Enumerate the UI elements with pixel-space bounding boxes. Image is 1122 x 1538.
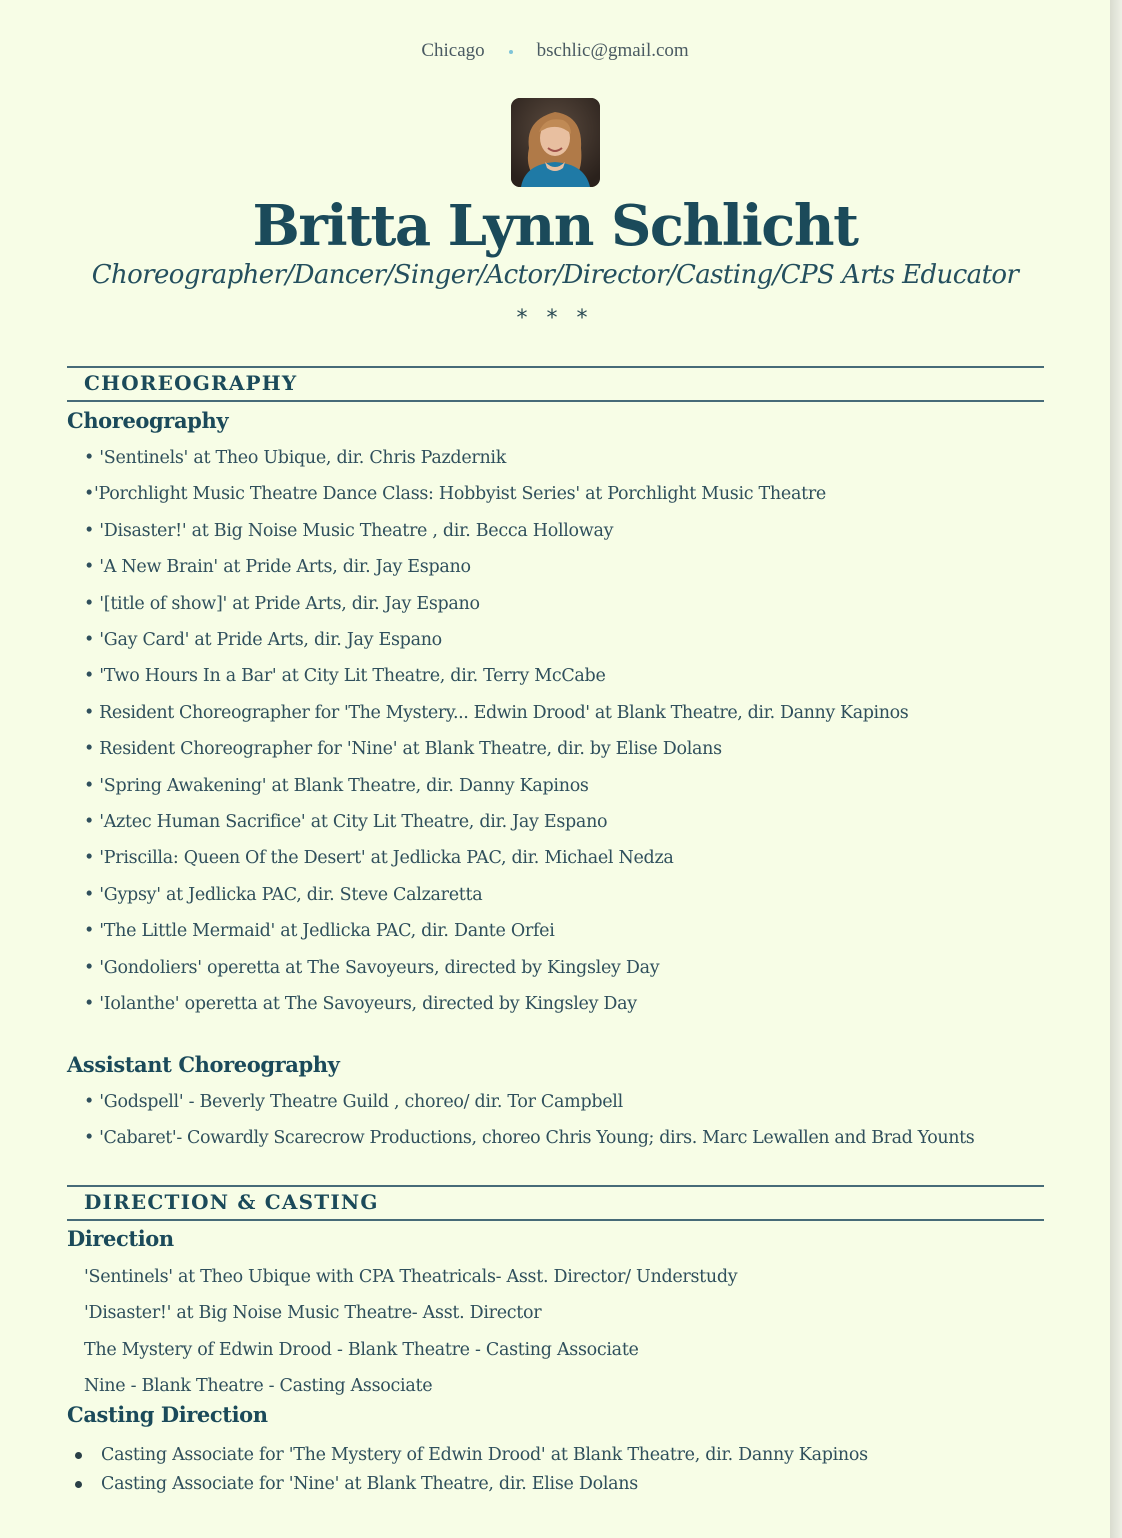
subsection-title-direction: Direction [67, 1226, 174, 1251]
section-header-direction-casting [67, 1185, 1044, 1221]
list-item: • 'Iolanthe' operetta at The Savoyeurs, directed by Kingsley Day [84, 994, 637, 1014]
list-item: 'Disaster!' at Big Noise Music Theatre- Asst. Director [84, 1303, 542, 1323]
section-title: DIRECTION & CASTING [84, 1190, 379, 1214]
list-item: Nine - Blank Theatre - Casting Associate [84, 1376, 433, 1396]
portrait-photo [511, 98, 600, 187]
tagline: Choreographer/Dancer/Singer/Actor/Director/Casting/CPS Arts Educator [91, 260, 1019, 290]
list-item: • 'A New Brain' at Pride Arts, dir. Jay Espano [84, 557, 471, 577]
list-item: • Resident Choreographer for 'The Mystery... Edwin Drood' at Blank Theatre, dir. Danny Kapinos [84, 703, 909, 723]
bullet-icon [75, 1481, 82, 1488]
list-item: •'Porchlight Music Theatre Dance Class: Hobbyist Series' at Porchlight Music Theatre [84, 484, 826, 504]
list-item: • 'Godspell' - Beverly Theatre Guild , choreo/ dir. Tor Campbell [84, 1092, 623, 1112]
page-edge-shadow [1110, 0, 1122, 1538]
list-item: • 'Sentinels' at Theo Ubique, dir. Chris Pazdernik [84, 448, 507, 468]
list-item: • 'The Little Mermaid' at Jedlicka PAC, dir. Dante Orfei [84, 921, 555, 941]
list-item: • Resident Choreographer for 'Nine' at Blank Theatre, dir. by Elise Dolans [84, 739, 722, 759]
section-header-choreography [67, 366, 1044, 402]
page-title: Britta Lynn Schlicht [252, 193, 858, 259]
contact-line [0, 40, 1110, 62]
list-item: • 'Priscilla: Queen Of the Desert' at Jedlicka PAC, dir. Michael Nedza [84, 848, 674, 868]
city-text: Chicago [421, 40, 485, 61]
avatar [511, 98, 600, 187]
subsection-title-choreography: Choreography [67, 408, 229, 433]
list-item: • 'Gondoliers' operetta at The Savoyeurs, directed by Kingsley Day [84, 958, 660, 978]
bullet-icon [75, 1452, 82, 1459]
separator-dot [509, 50, 513, 54]
email-link[interactable]: bschlic@gmail.com [536, 40, 689, 61]
list-item: • 'Two Hours In a Bar' at City Lit Theatre, dir. Terry McCabe [84, 666, 606, 686]
list-item: • '[title of show]' at Pride Arts, dir. Jay Espano [84, 594, 480, 614]
list-item: • 'Spring Awakening' at Blank Theatre, dir. Danny Kapinos [84, 776, 589, 796]
subsection-title-casting-direction: Casting Direction [67, 1402, 268, 1427]
subsection-title-assistant-choreography: Assistant Choreography [67, 1052, 340, 1077]
list-item: Casting Associate for 'Nine' at Blank Theatre, dir. Elise Dolans [101, 1474, 638, 1494]
list-item: Casting Associate for 'The Mystery of Edwin Drood' at Blank Theatre, dir. Danny Kapinos [101, 1445, 868, 1465]
list-item: • 'Gay Card' at Pride Arts, dir. Jay Espano [84, 630, 442, 650]
divider-stars: * * * [516, 306, 594, 331]
section-title: CHOREOGRAPHY [84, 371, 298, 395]
list-item: • 'Disaster!' at Big Noise Music Theatre , dir. Becca Holloway [84, 521, 614, 541]
list-item: • 'Aztec Human Sacrifice' at City Lit Theatre, dir. Jay Espano [84, 812, 608, 832]
list-item: The Mystery of Edwin Drood - Blank Theatre - Casting Associate [84, 1340, 639, 1360]
list-item: • 'Cabaret'- Cowardly Scarecrow Productions, choreo Chris Young; dirs. Marc Lewallen and Brad Younts [84, 1128, 975, 1148]
list-item: 'Sentinels' at Theo Ubique with CPA Theatricals- Asst. Director/ Understudy [84, 1267, 738, 1287]
list-item: • 'Gypsy' at Jedlicka PAC, dir. Steve Calzaretta [84, 885, 483, 905]
